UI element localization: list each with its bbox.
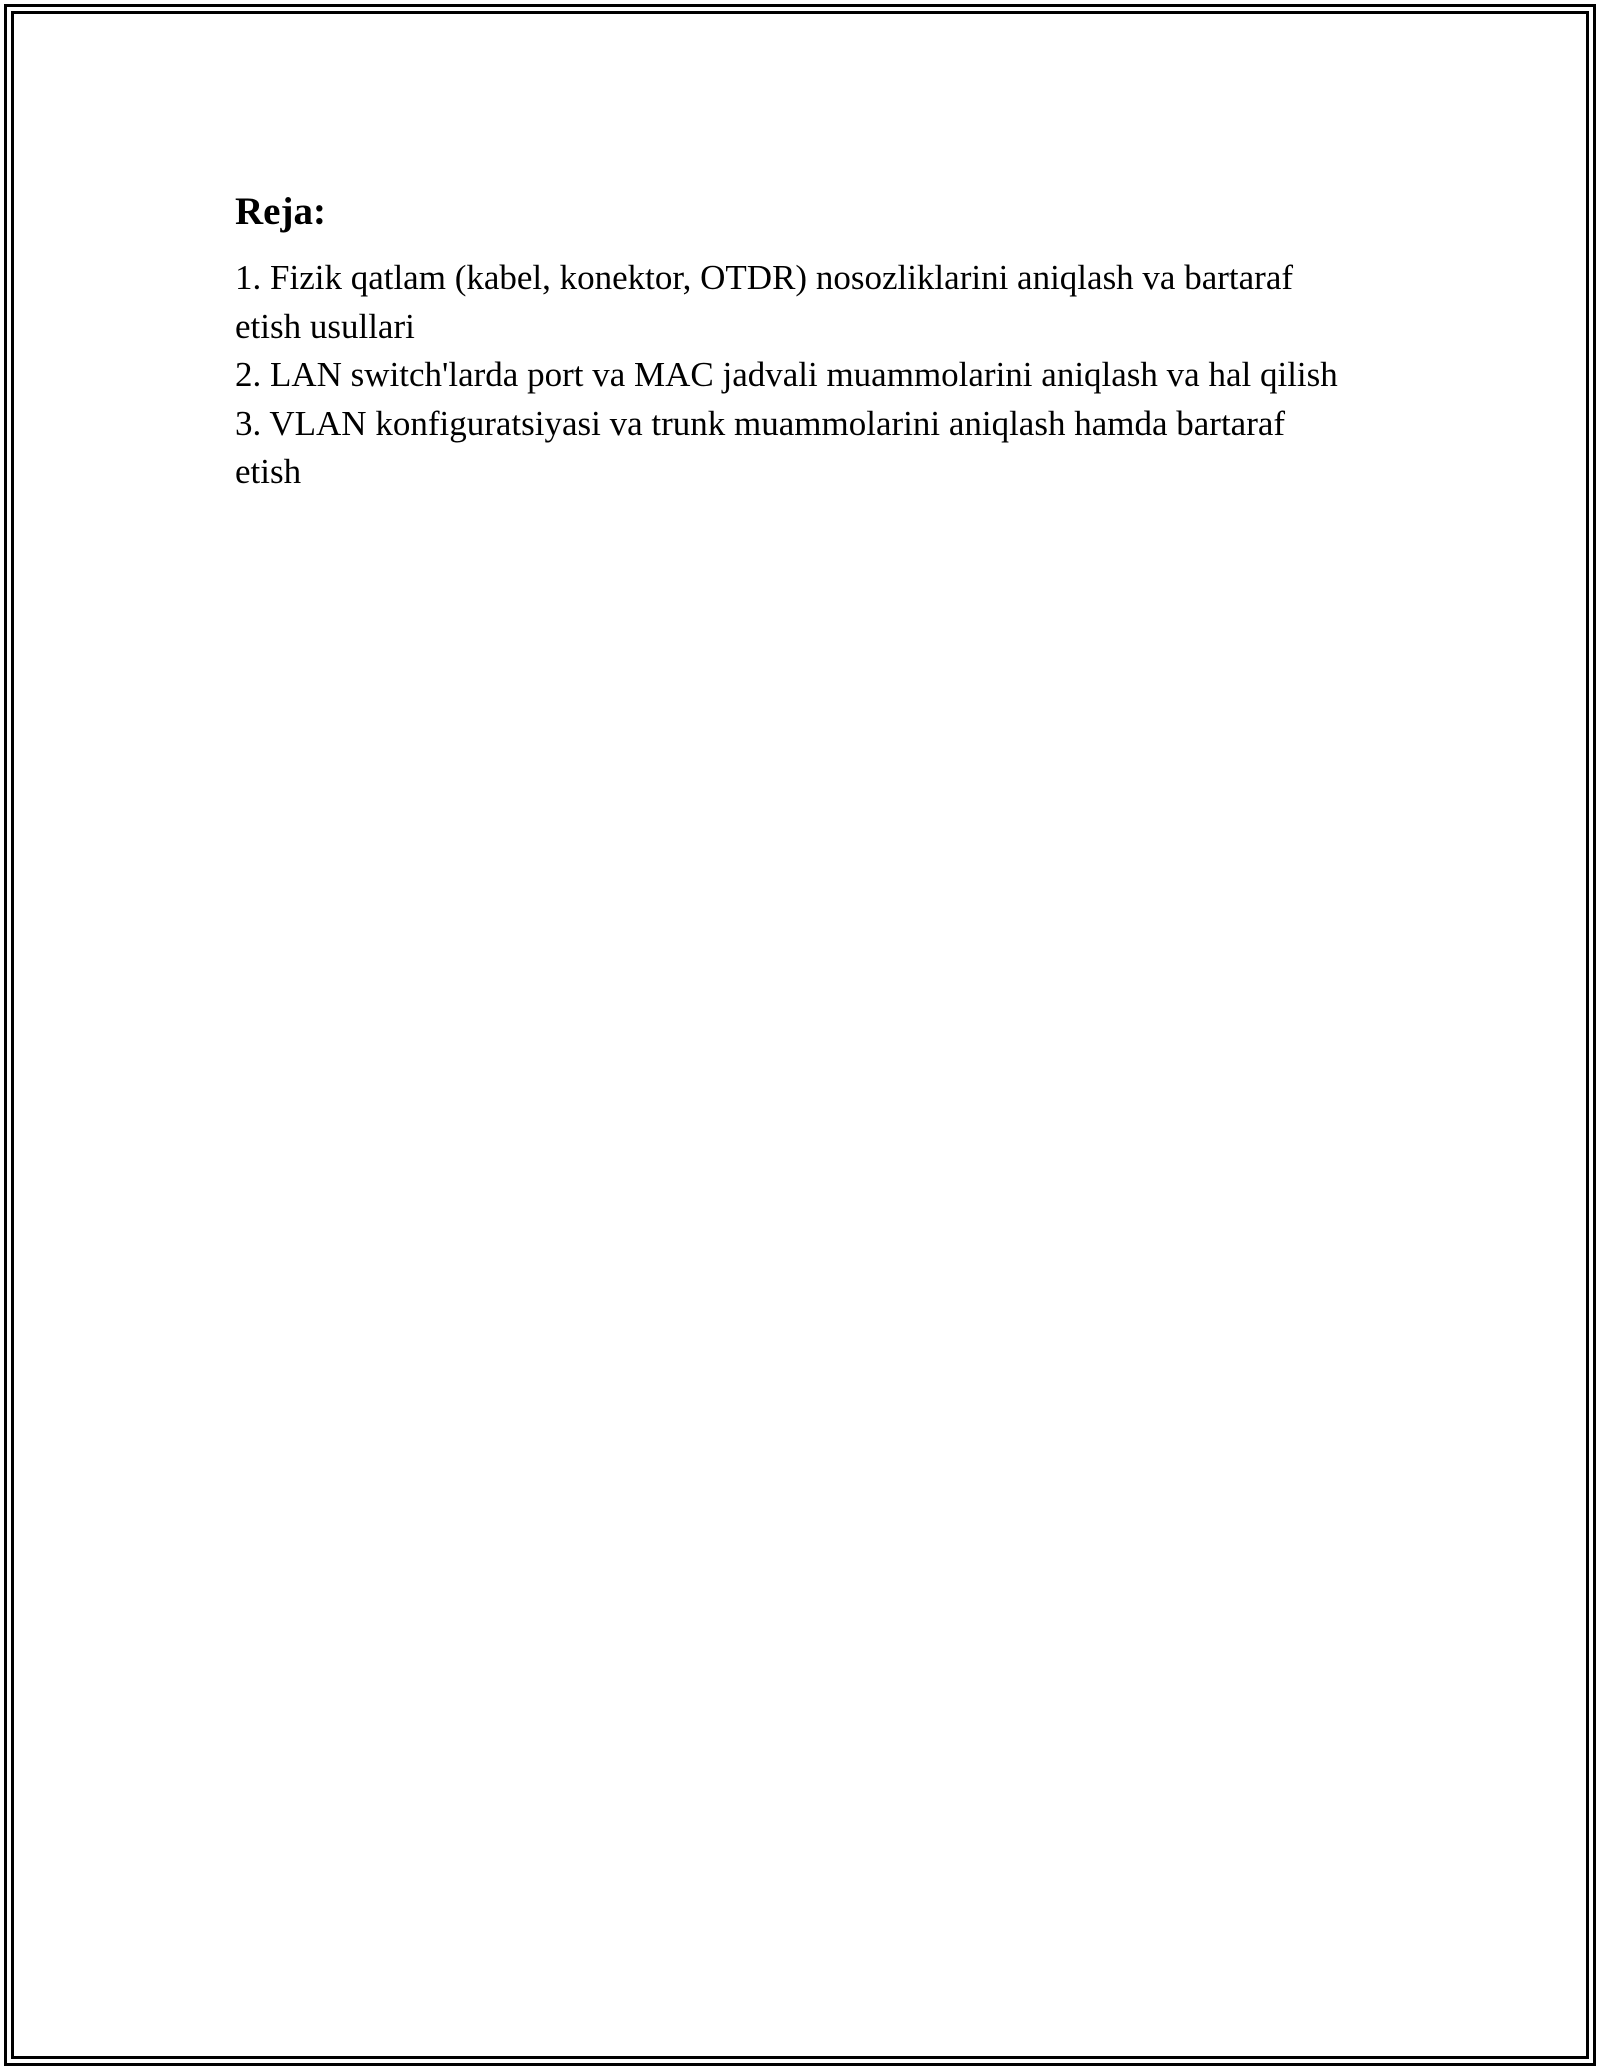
plan-item-1: 1. Fizik qatlam (kabel, konektor, OTDR) nosozliklarini aniqlash va bartaraf etish usullari (235, 258, 1294, 346)
plan-heading: Reja: (235, 190, 326, 233)
page-content (235, 182, 1355, 497)
plan-list (235, 254, 1355, 497)
plan-item-3: 3. VLAN konfiguratsiyasi va trunk muammolarini aniqlash hamda bartaraf etish (235, 403, 1286, 491)
plan-item-2: 2. LAN switch'larda port va MAC jadvali muammolarini aniqlash va hal qilish (235, 355, 1338, 394)
